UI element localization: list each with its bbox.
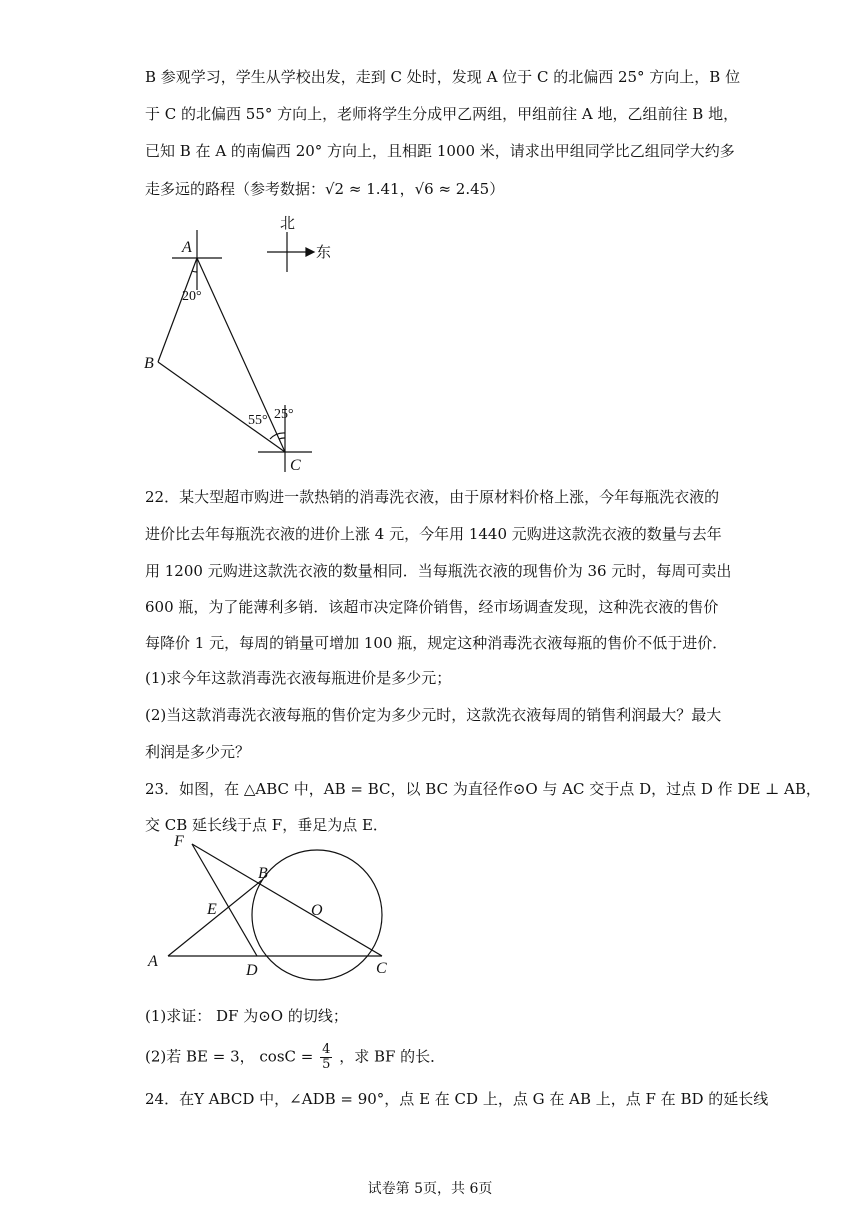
p23-line-2: 交 CB 延长线于点 F，垂足为点 E． xyxy=(145,816,388,834)
p23-part-2 xyxy=(145,1043,445,1072)
label-f: F xyxy=(174,833,184,850)
p22-part-1: (1)求今年这款消毒洗衣液每瓶进价是多少元； xyxy=(145,669,452,687)
p22-part-2: (2)当这款消毒洗衣液每瓶的售价定为多少元时，这款洗衣液每周的销售利润最大？最大 xyxy=(145,706,722,724)
p21-line-4: 走多远的路程（参考数据：√2 ≈ 1.41，√6 ≈ 2.45） xyxy=(145,180,505,198)
label-a: A xyxy=(148,953,158,970)
p23-line-1: 23．如图，在 △ABC 中，AB = BC，以 BC 为直径作⊙O 与 AC 交于点 D，过点 D 作 DE ⊥ AB， xyxy=(145,780,821,798)
label-c: C xyxy=(376,960,387,977)
label-angle-c2: 25° xyxy=(274,407,294,422)
label-north: 北 xyxy=(280,216,296,232)
p21-figure xyxy=(130,210,370,480)
p22-line-1: 22．某大型超市购进一款热销的消毒洗衣液，由于原材料价格上涨，今年每瓶洗衣液的 xyxy=(145,488,720,506)
p22-part-2-cont: 利润是多少元？ xyxy=(145,743,251,761)
p22-line-5: 每降价 1 元，每周的销量可增加 100 瓶，规定这种消毒洗衣液每瓶的售价不低于进价． xyxy=(145,634,728,652)
label-a: A xyxy=(182,239,192,256)
p21-line-2: 于 C 的北偏西 55° 方向上，老师将学生分成甲乙两组，甲组前往 A 地，乙组前往 B 地， xyxy=(145,105,739,123)
compass-arrow-icon xyxy=(306,248,314,256)
label-e: E xyxy=(207,901,217,918)
segment-ac xyxy=(197,258,285,452)
label-east: 东 xyxy=(316,245,332,261)
p22-line-4: 600 瓶，为了能薄利多销．该超市决定降价销售，经市场调查发现，这种洗衣液的售价 xyxy=(145,598,719,616)
fraction-denominator: 5 xyxy=(322,1057,331,1072)
angle-a-arc xyxy=(192,271,197,272)
p23-part-2-suffix: ，求 BF 的长． xyxy=(339,1047,446,1066)
angle-c-arc xyxy=(279,438,285,439)
p22-line-3: 用 1200 元购进这款洗衣液的数量相同．当每瓶洗衣液的现售价为 36 元时，每周可卖出 xyxy=(145,562,732,580)
label-c: C xyxy=(290,457,301,474)
label-b: B xyxy=(258,865,268,882)
label-angle-a: 20° xyxy=(182,289,202,304)
p23-figure xyxy=(140,828,410,988)
segment-ab xyxy=(168,880,262,956)
cos-fraction xyxy=(320,1043,332,1072)
segment-fd xyxy=(192,844,257,956)
segment-bc xyxy=(158,362,285,452)
p21-line-1: B 参观学习，学生从学校出发，走到 C 处时，发现 A 位于 C 的北偏西 25° 方向上，B 位 xyxy=(145,68,741,86)
fraction-numerator: 4 xyxy=(322,1042,331,1057)
page-footer: 试卷第 5页，共 6页 xyxy=(367,1181,493,1197)
p23-part-2-prefix: (2)若 BE = 3， cosC = xyxy=(145,1047,314,1066)
p24-line-1: 24．在Y ABCD 中，∠ADB = 90°，点 E 在 CD 上，点 G 在 AB 上，点 F 在 BD 的延长线 xyxy=(145,1090,769,1108)
label-d: D xyxy=(246,962,258,979)
label-b: B xyxy=(144,355,154,372)
p23-part-1: (1)求证： DF 为⊙O 的切线； xyxy=(145,1007,348,1025)
label-angle-c1: 55° xyxy=(248,413,268,428)
segment-ab xyxy=(158,258,197,362)
p22-line-2: 进价比去年每瓶洗衣液的进价上涨 4 元，今年用 1440 元购进这款洗衣液的数量与去年 xyxy=(145,525,722,543)
p21-line-3: 已知 B 在 A 的南偏西 20° 方向上，且相距 1000 米，请求出甲组同学比乙组同学大约多 xyxy=(145,142,735,160)
label-o: O xyxy=(311,902,323,919)
